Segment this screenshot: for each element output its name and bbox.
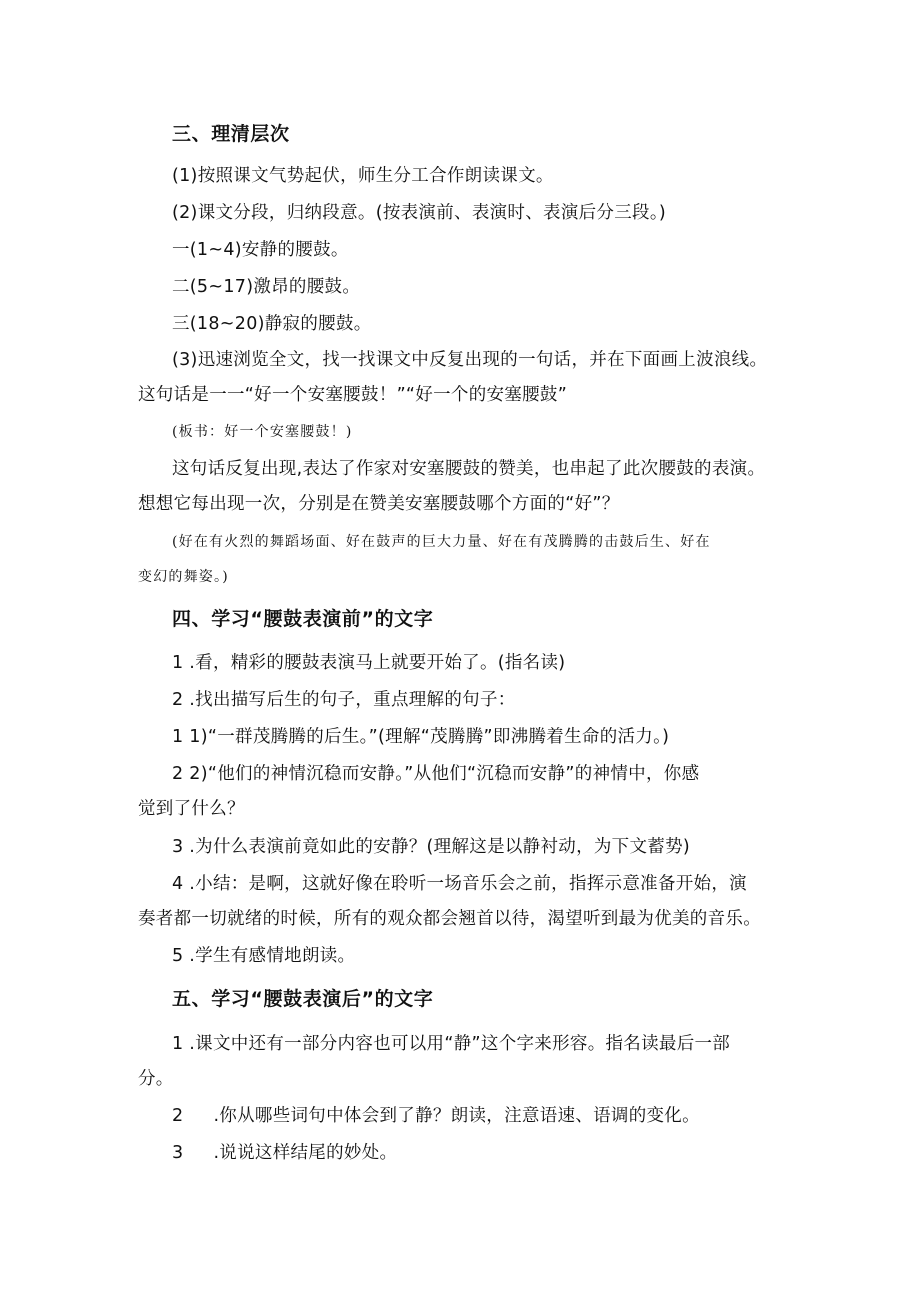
- s3-note-line-1: (好在有火烈的舞蹈场面、好在鼓声的巨大力量、好在有茂腾腾的击鼓后生、好在: [172, 534, 711, 550]
- s5-item-1-line-1: 1 .课文中还有一部分内容也可以用“静”这个字来形容。指名读最后一部: [172, 1034, 731, 1054]
- s5-item-2-number: 2: [172, 1106, 184, 1126]
- s3-paragraph-3-line-2: 这句话是一一“好一个安塞腰鼓！”“好一个的安塞腰鼓”: [138, 385, 568, 405]
- s3-segment-3: 三(18~20)静寂的腰鼓。: [172, 314, 372, 334]
- s5-item-2: [172, 1104, 700, 1128]
- s4-item-2a: 1 1)“一群茂腾腾的后生。”(理解“茂腾腾”即沸腾着生命的活力。): [172, 727, 670, 747]
- s4-item-1: 1 .看，精彩的腰鼓表演马上就要开始了。(指名读): [172, 653, 566, 673]
- section-3-title: 三、理清层次: [172, 123, 290, 145]
- s4-item-4-line-2: 奏者都一切就绪的时候，所有的观众都会翘首以待，渴望听到最为优美的音乐。: [138, 909, 761, 929]
- s3-paragraph-4-line-1: 这句话反复出现,表达了作家对安塞腰鼓的赞美，也串起了此次腰鼓的表演。: [172, 459, 766, 479]
- s4-item-2b-line-2: 觉到了什么？: [138, 799, 245, 819]
- s3-paragraph-2: (2)课文分段，归纳段意。(按表演前、表演时、表演后分三段。): [172, 203, 666, 223]
- s3-paragraph-1: (1)按照课文气势起伏，师生分工合作朗读课文。: [172, 166, 554, 186]
- s5-item-2-text: .你从哪些词句中体会到了静？朗读，注意语速、语调的变化。: [213, 1106, 700, 1126]
- s4-item-2b-line-1: 2 2)“他们的神情沉稳而安静。”从他们“沉稳而安静”的神情中，你感: [172, 764, 700, 784]
- s3-segment-1: 一(1~4)安静的腰鼓。: [172, 240, 349, 260]
- section-5-title: 五、学习“腰鼓表演后”的文字: [172, 988, 434, 1010]
- s5-item-1-line-2: 分。: [138, 1069, 174, 1089]
- s3-segment-2: 二(5~17)激昂的腰鼓。: [172, 277, 361, 297]
- s4-item-2: 2 .找出描写后生的句子，重点理解的句子：: [172, 690, 516, 710]
- s5-item-3: [172, 1141, 397, 1165]
- s5-item-3-number: 3: [172, 1143, 184, 1163]
- s3-paragraph-4-line-2: 想想它每出现一次，分别是在赞美安塞腰鼓哪个方面的“好”？: [138, 494, 620, 514]
- section-4-title: 四、学习“腰鼓表演前”的文字: [172, 608, 434, 630]
- s4-item-4-line-1: 4 .小结：是啊，这就好像在聆听一场音乐会之前，指挥示意准备开始，演: [172, 874, 747, 894]
- s3-note-line-2: 变幻的舞姿。): [138, 569, 229, 585]
- s3-paragraph-3-line-1: (3)迅速浏览全文，找一找课文中反复出现的一句话，并在下面画上波浪线。: [172, 350, 768, 370]
- s4-item-3: 3 .为什么表演前竟如此的安静？(理解这是以静衬动，为下文蓄势): [172, 837, 691, 857]
- s4-item-5: 5 .学生有感情地朗读。: [172, 946, 356, 966]
- s5-item-3-text: .说说这样结尾的妙处。: [213, 1143, 398, 1163]
- s3-board-note: (板书：好一个安塞腰鼓！): [172, 424, 353, 440]
